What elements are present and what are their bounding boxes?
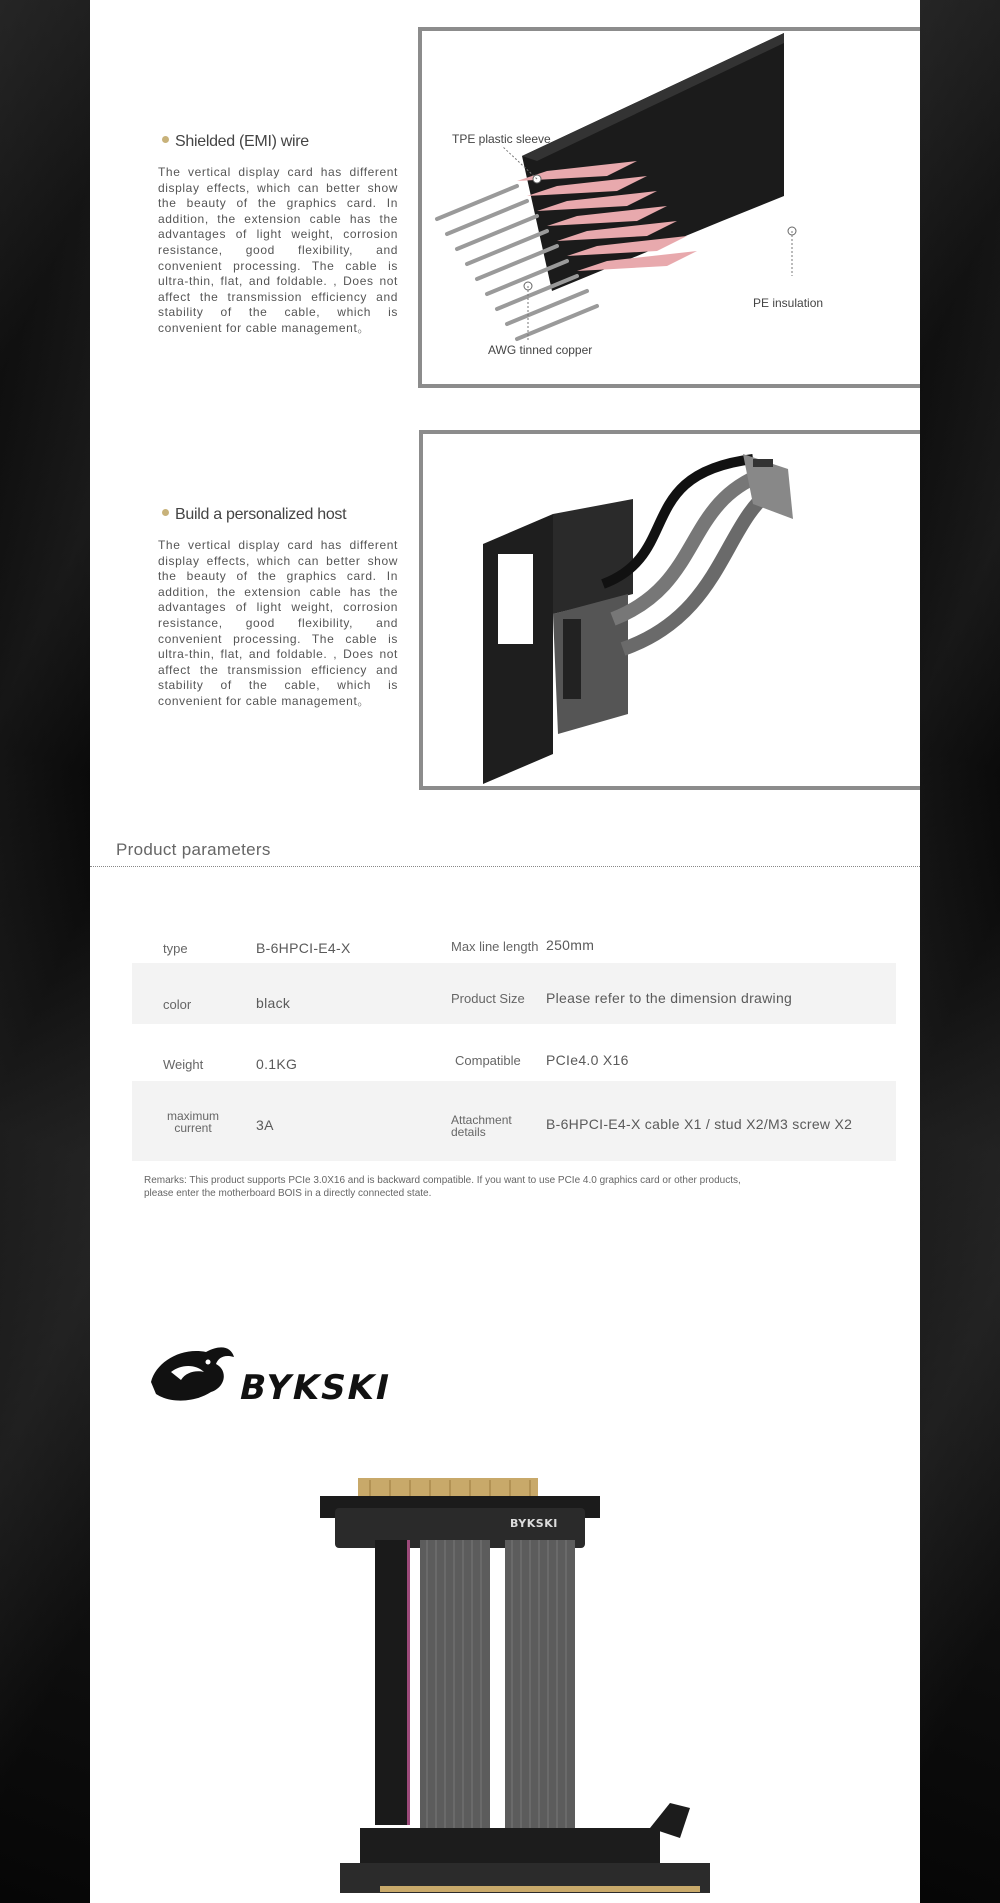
content-panel [90, 0, 920, 1903]
dragon-logo-icon [146, 1342, 236, 1408]
vertical-mount-illustration [423, 434, 920, 786]
param-label-current: maximum current [166, 1109, 219, 1135]
param-value-type: B-6HPCI-E4-X [256, 940, 351, 956]
feature-2-title-text: Build a personalized host [175, 506, 347, 523]
left-background [0, 0, 90, 1903]
flat-cable-illustration [422, 31, 920, 384]
remarks-text: Remarks: This product supports PCIe 3.0X16 and is backward compatible. If you want to use PCIe 4.0 graphics card or other products, please enter the motherboard BOIS in a directly connected state. [144, 1175, 741, 1199]
param-label-attachment: Attachment details [451, 1113, 512, 1139]
cable-logo-text: BYKSKI [510, 1517, 558, 1530]
label-tpe-sleeve: TPE plastic sleeve [452, 132, 551, 146]
bullet-dot-icon [162, 509, 169, 516]
riser-cable-illustration [280, 1478, 840, 1903]
feature-1-body: The vertical display card has different display effects, which can better show the beauty of the graphics card. In addition, the extension cable has the advantages of light weight, corrosion resistance, good flexibility, and convenient processing. The cable is ultra-thin, flat, and foldable. , Does not affect the transmission efficiency and stability of the cable, which is convenient for cable management。 [158, 165, 398, 335]
feature-1-title-text: Shielded (EMI) wire [175, 133, 309, 150]
wire-cross-section-image [418, 27, 920, 388]
param-value-weight: 0.1KG [256, 1056, 298, 1072]
section-divider [90, 866, 920, 867]
param-label-product-size: Product Size [451, 991, 525, 1006]
param-label-max-length: Max line length [451, 939, 539, 954]
bullet-dot-icon [162, 136, 169, 143]
brand-logo-text: BYKSKI [235, 1368, 395, 1408]
label-awg-copper: AWG tinned copper [488, 343, 593, 357]
vertical-mount-image [419, 430, 920, 790]
param-label-type: type [163, 941, 188, 956]
param-label-compatible: Compatible [455, 1053, 521, 1068]
param-value-product-size: Please refer to the dimension drawing [546, 990, 793, 1006]
params-section-title: Product parameters [116, 840, 271, 859]
label-pe-insulation: PE insulation [753, 296, 824, 310]
param-value-compatible: PCIe4.0 X16 [546, 1052, 629, 1068]
feature-1-title [162, 133, 309, 151]
param-label-color: color [163, 997, 192, 1012]
feature-2-body: The vertical display card has different display effects, which can better show the beauty of the graphics card. In addition, the extension cable has the advantages of light weight, corrosion resistance, good flexibility, and convenient processing. The cable is ultra-thin, flat, and foldable. , Does not affect the transmission efficiency and stability of the cable, which is convenient for cable management。 [158, 538, 398, 708]
param-value-color: black [256, 995, 291, 1011]
param-value-max-length: 250mm [546, 937, 595, 953]
param-value-current: 3A [256, 1117, 274, 1133]
right-background [920, 0, 1000, 1903]
param-value-attachment: B-6HPCI-E4-X cable X1 / stud X2/M3 screw X2 [546, 1116, 853, 1132]
param-label-weight: Weight [163, 1057, 204, 1072]
feature-2-title [162, 506, 346, 524]
